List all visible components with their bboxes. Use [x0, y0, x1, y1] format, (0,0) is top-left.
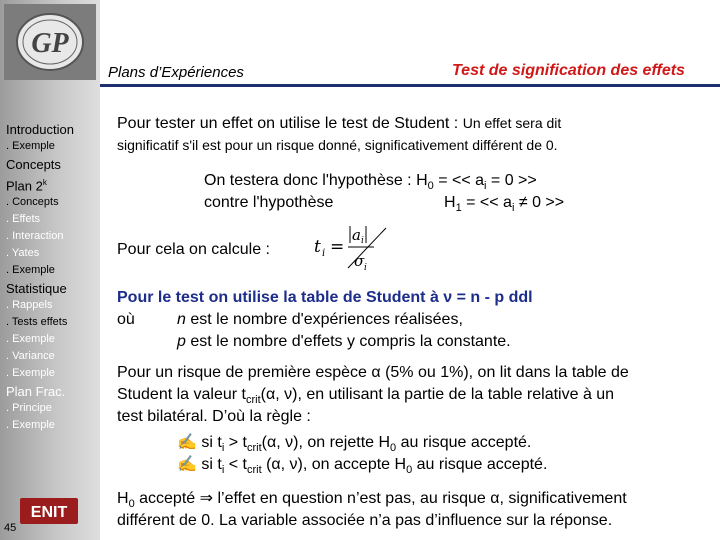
gp-logo: [4, 4, 96, 80]
intro-line-2: significatif s'il est pour un risque donné, significativement différent de 0.: [117, 137, 558, 153]
reject-ti-sub: i: [221, 442, 225, 455]
accept-text: (α, ν), on accepte H: [261, 456, 407, 473]
tcrit-sub: crit: [245, 394, 261, 407]
formula-sigma: σ: [354, 252, 365, 270]
sidebar: [0, 0, 100, 540]
slide-title: Test de signification des effets: [452, 62, 685, 79]
h1-a: = << a: [461, 194, 512, 211]
course-title: Plans d’Expériences: [108, 64, 244, 81]
h1-value: ≠ 0 >>: [514, 194, 565, 211]
compute-line: Pour cela on calcule :: [117, 241, 270, 258]
accept-lt: < t: [224, 456, 247, 473]
svg-text:GP: GP: [31, 28, 69, 59]
where-n-line: [117, 310, 463, 330]
nav-item-variance[interactable]: . Variance: [6, 350, 55, 363]
reject-h0-sub: 0: [390, 442, 397, 455]
h0-sub: 0: [427, 180, 434, 193]
tcrit-text: Student la valeur t: [117, 386, 246, 403]
formula-t-sub: i: [322, 248, 326, 259]
accept-crit-sub: crit: [246, 464, 262, 477]
conclusion-line-2: différent de 0. La variable associée n’a pas d’influence sur la réponse.: [117, 512, 613, 529]
reject-gt: > t: [224, 434, 247, 451]
formula-t: t: [314, 237, 321, 257]
nav-item-yates[interactable]: . Yates: [6, 247, 40, 260]
reject-text: (α, ν), on rejette H: [261, 434, 391, 451]
intro-line-1: [117, 113, 561, 134]
plan-2k-exponent: k: [42, 178, 47, 187]
nav-item-principe[interactable]: . Principe: [6, 402, 52, 415]
h1-a-sub: i: [511, 202, 515, 215]
intro-text: Pour tester un effet on utilise le test de Student :: [117, 115, 463, 132]
student-table-line: Pour le test on utilise la table de Student à ν = n - p ddl: [117, 289, 533, 306]
nav-item-concepts[interactable]: . Concepts: [6, 196, 59, 209]
t-statistic-formula: [312, 218, 392, 274]
rule-accept: [177, 455, 547, 480]
nav-item-exemple-4[interactable]: . Exemple: [6, 367, 55, 380]
h1-text: H: [444, 194, 456, 211]
h0-a: = << a: [433, 172, 485, 189]
conclusion-h-sub: 0: [128, 498, 135, 511]
where-label: où: [117, 311, 135, 328]
n-description: est le nombre d'expériences réalisées,: [185, 311, 463, 328]
hypothesis-h1-label: contre l'hypothèse: [204, 194, 334, 211]
nav-item-interaction[interactable]: . Interaction: [6, 230, 64, 243]
nav-item-exemple-3[interactable]: . Exemple: [6, 333, 55, 346]
p-symbol: p: [177, 333, 186, 350]
h0-text: On testera donc l'hypothèse : H: [204, 172, 428, 189]
hypothesis-h1: [444, 193, 564, 218]
nav-section-plan-2k[interactable]: [6, 175, 98, 194]
svg-text:ENIT: ENIT: [30, 504, 68, 521]
accept-ti: si t: [201, 456, 222, 473]
accept-ti-sub: i: [221, 464, 225, 477]
slide-number: 45: [4, 522, 17, 534]
tcrit-rest: (α, ν), en utilisant la partie de la table relative à un: [260, 386, 615, 403]
h0-value: = 0 >>: [486, 172, 537, 189]
h1-sub: 1: [455, 202, 462, 215]
conclusion-h: H: [117, 490, 129, 507]
formula-a: a: [352, 226, 361, 244]
formula-sigma-sub: i: [364, 263, 367, 273]
pen-bullet-icon: ✍: [177, 456, 202, 473]
formula-a-sub: i: [361, 236, 364, 246]
risk-line-1: Pour un risque de première espèce α (5% ou 1%), on lit dans la table de: [117, 364, 629, 381]
nav-section-plan-frac[interactable]: Plan Frac.: [6, 384, 66, 400]
n-symbol: n: [177, 311, 186, 328]
nav-section-statistique[interactable]: Statistique: [6, 281, 67, 297]
h0-a-sub: i: [484, 180, 487, 193]
nav-section-concepts[interactable]: Concepts: [6, 157, 61, 172]
reject-crit-sub: crit: [246, 442, 262, 455]
intro-definition-start: Un effet sera dit: [462, 115, 562, 131]
nav-item-exemple-5[interactable]: . Exemple: [6, 419, 55, 432]
header-divider: [100, 84, 720, 87]
pen-bullet-icon: ✍: [177, 434, 202, 451]
conclusion-text: accepté ⇒ l’effet en question n’est pas, au risque α, significativement: [134, 490, 627, 507]
enit-logo: [20, 498, 78, 524]
where-p-line: [177, 332, 511, 352]
plan-2k-label: Plan 2: [6, 178, 43, 194]
p-description: est le nombre d'effets y compris la constante.: [185, 333, 511, 350]
accept-h0-sub: 0: [406, 464, 413, 477]
svg-text:=: =: [330, 237, 345, 257]
accept-end: au risque accepté.: [412, 456, 548, 473]
nav-item-exemple-1[interactable]: . Exemple: [6, 140, 55, 152]
risk-line-3: test bilatéral. D’où la règle :: [117, 408, 311, 425]
reject-ti: si t: [201, 434, 222, 451]
nav-section-introduction[interactable]: Introduction: [6, 122, 74, 137]
sidebar-nav: [6, 120, 98, 434]
nav-item-exemple-2[interactable]: . Exemple: [6, 264, 55, 277]
reject-end: au risque accepté.: [396, 434, 532, 451]
nav-item-tests-effets[interactable]: . Tests effets: [6, 316, 68, 329]
nav-item-effets[interactable]: . Effets: [6, 213, 41, 226]
nav-item-rappels[interactable]: . Rappels: [6, 299, 53, 312]
